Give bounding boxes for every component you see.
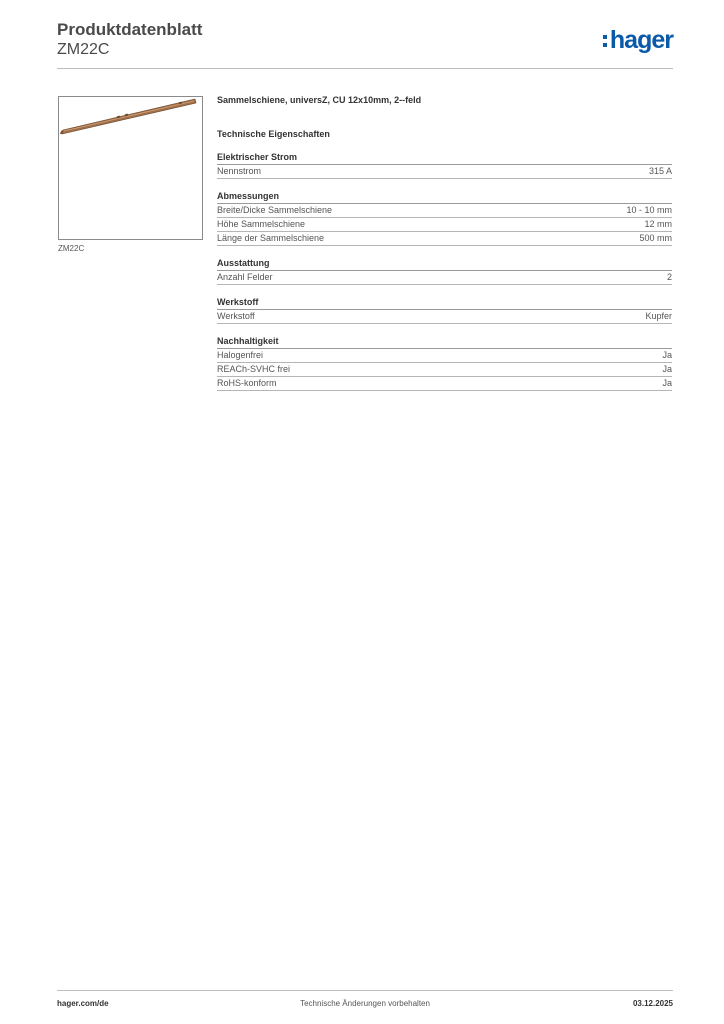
group-title: Nachhaltigkeit <box>217 336 672 349</box>
product-image-frame <box>58 96 203 240</box>
spec-group-equipment <box>217 258 672 285</box>
spec-label: Nennstrom <box>217 166 262 176</box>
spec-row <box>217 232 672 246</box>
section-heading: Technische Eigenschaften <box>217 129 330 139</box>
spec-group-dimensions <box>217 191 672 246</box>
spec-label: Werkstoff <box>217 311 255 321</box>
logo-text: hager <box>609 26 673 54</box>
spec-row <box>217 165 672 179</box>
footer-notice: Technische Änderungen vorbehalten <box>300 999 430 1008</box>
spec-value: Ja <box>662 350 672 360</box>
spec-value: 2 <box>666 272 672 282</box>
footer-date: 03.12.2025 <box>632 999 673 1008</box>
spec-group-sustainability <box>217 336 672 391</box>
spec-row <box>217 363 672 377</box>
spec-value: 500 mm <box>639 233 672 243</box>
footer-website-link[interactable]: hager.com/de <box>57 999 109 1008</box>
group-title: Werkstoff <box>217 297 672 310</box>
spec-value: 10 - 10 mm <box>626 205 672 215</box>
spec-label: Anzahl Felder <box>217 272 273 282</box>
article-number: ZM22C <box>57 41 110 58</box>
spec-row <box>217 218 672 232</box>
spec-label: Breite/Dicke Sammelschiene <box>217 205 333 215</box>
spec-row <box>217 377 672 391</box>
spec-label: Länge der Sammelschiene <box>217 233 325 243</box>
header-divider <box>57 68 673 69</box>
group-title: Ausstattung <box>217 258 672 271</box>
footer-divider <box>57 990 673 991</box>
busbar-product-image <box>59 97 202 239</box>
hager-logo <box>603 27 673 53</box>
spec-value: 315 A <box>648 166 672 176</box>
spec-label: RoHS-konform <box>217 378 277 388</box>
group-title: Elektrischer Strom <box>217 152 672 165</box>
logo-dots-icon <box>603 35 607 47</box>
document-header <box>57 20 202 60</box>
spec-content <box>217 95 672 391</box>
spec-label: Halogenfrei <box>217 350 264 360</box>
spec-label: Höhe Sammelschiene <box>217 219 306 229</box>
image-caption: ZM22C <box>58 244 85 253</box>
page-title: Produktdatenblatt <box>57 20 203 39</box>
spec-row <box>217 204 672 218</box>
spec-value: Ja <box>662 378 672 388</box>
spec-value: Ja <box>662 364 672 374</box>
spec-group-material <box>217 297 672 324</box>
spec-row <box>217 310 672 324</box>
spec-value: Kupfer <box>645 311 672 321</box>
spec-label: REACh-SVHC frei <box>217 364 291 374</box>
spec-row <box>217 271 672 285</box>
spec-group-electrical <box>217 152 672 179</box>
product-description: Sammelschiene, universZ, CU 12x10mm, 2--feld <box>217 95 422 105</box>
group-title: Abmessungen <box>217 191 672 204</box>
spec-row <box>217 349 672 363</box>
spec-value: 12 mm <box>644 219 672 229</box>
